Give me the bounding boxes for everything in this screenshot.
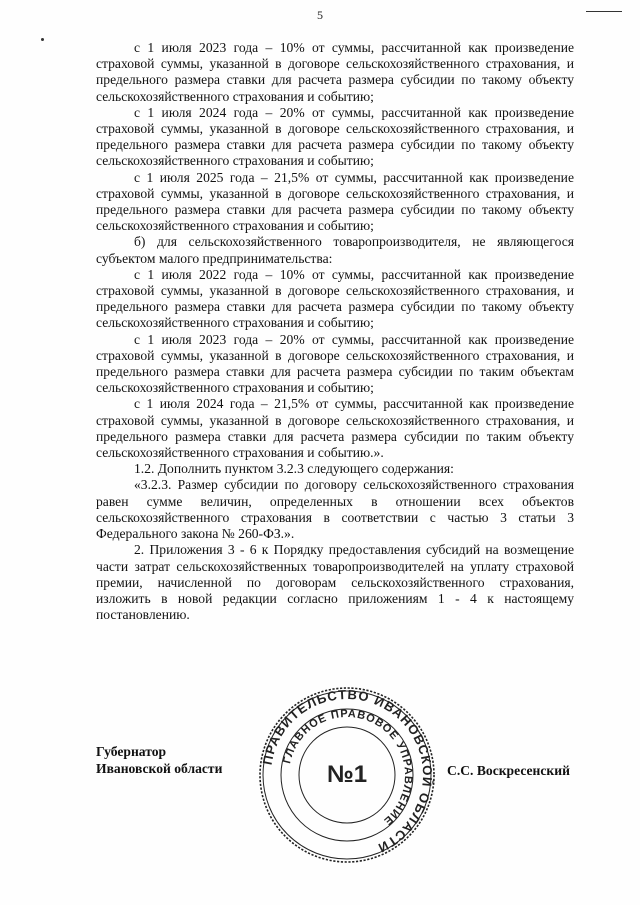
paragraph-3: с 1 июля 2025 года – 21,5% от суммы, рассчитанной как произведение страховой суммы, указанной в договоре сельскохозяйственного страхования, и предельного размера ставки для расчета размера субсидии по такому объекту сельскохозяйственного страхования и событию;: [96, 169, 574, 234]
page-number: 5: [317, 8, 323, 22]
scan-dot: [41, 38, 44, 41]
corner-mark: [586, 11, 622, 12]
paragraph-5: с 1 июля 2022 года – 10% от суммы, рассчитанной как произведение страховой суммы, указанной в договоре сельскохозяйственного страхования, и предельного размера ставки для расчета размера субсидии по такому объекту сельскохозяйственного страхования и событию;: [96, 266, 574, 331]
paragraph-9: «3.2.3. Размер субсидии по договору сельскохозяйственного страхования равен сумме величин, определенных в отношении всех объектов сельскохозяйственного страхования в соответствии с частью 3 статьи 3 Федерального закона № 260-ФЗ.».: [96, 477, 574, 542]
paragraph-4: б) для сельскохозяйственного товаропроизводителя, не являющегося субъектом малого предпринимательства:: [96, 234, 574, 266]
seal-center-number: №1: [326, 761, 368, 788]
signatory-position: [96, 743, 222, 777]
position-line-1: Губернатор: [96, 744, 167, 759]
seal-outer-text: ПРАВИТЕЛЬСТВО ИВАНОВСКОЙ ОБЛАСТИ: [259, 686, 436, 857]
seal-graphic: [258, 686, 436, 864]
paragraph-7: с 1 июля 2024 года – 21,5% от суммы, рассчитанной как произведение страховой суммы, указанной в договоре сельскохозяйственного страхования, и предельного размера ставки для расчета размера субсидии по таким объекту сельскохозяйственного страхования и событию.».: [96, 396, 574, 461]
paragraph-6: с 1 июля 2023 года – 20% от суммы, рассчитанной как произведение страховой суммы, указанной в договоре сельскохозяйственного страхования, и предельного размера ставки для расчета размера субсидии по таким объектам сельскохозяйственного страхования и событию;: [96, 331, 574, 396]
signatory-name: С.С. Воскресенский: [447, 763, 570, 778]
position-line-2: Ивановской области: [96, 761, 223, 776]
paragraph-1: с 1 июля 2023 года – 10% от суммы, рассчитанной как произведение страховой суммы, указанной в договоре сельскохозяйственного страхования, и предельного размера ставки для расчета размера субсидии по такому объекту сельскохозяйственного страхования и событию;: [96, 40, 574, 104]
document-body: [96, 40, 574, 623]
paragraph-10: 2. Приложения 3 - 6 к Порядку предоставления субсидий на возмещение части затрат сельскохозяйственных товаропроизводителей на уплату страховой премии, начисленной по договорам сельскохозяйственного страхования, изложить в новой редакции согласно приложениям 1 - 4 к настоящему постановлению.: [96, 542, 574, 623]
seal-inner-text: ГЛАВНОЕ ПРАВОВОЕ УПРАВЛЕНИЕ: [281, 707, 415, 828]
paragraph-8: 1.2. Дополнить пунктом 3.2.3 следующего содержания:: [134, 461, 454, 477]
paragraph-2: с 1 июля 2024 года – 20% от суммы, рассчитанной как произведение страховой суммы, указанной в договоре сельскохозяйственного страхования, и предельного размера ставки для расчета размера субсидии по такому объекту сельскохозяйственного страхования и событию;: [96, 104, 574, 169]
official-seal: [258, 686, 436, 864]
